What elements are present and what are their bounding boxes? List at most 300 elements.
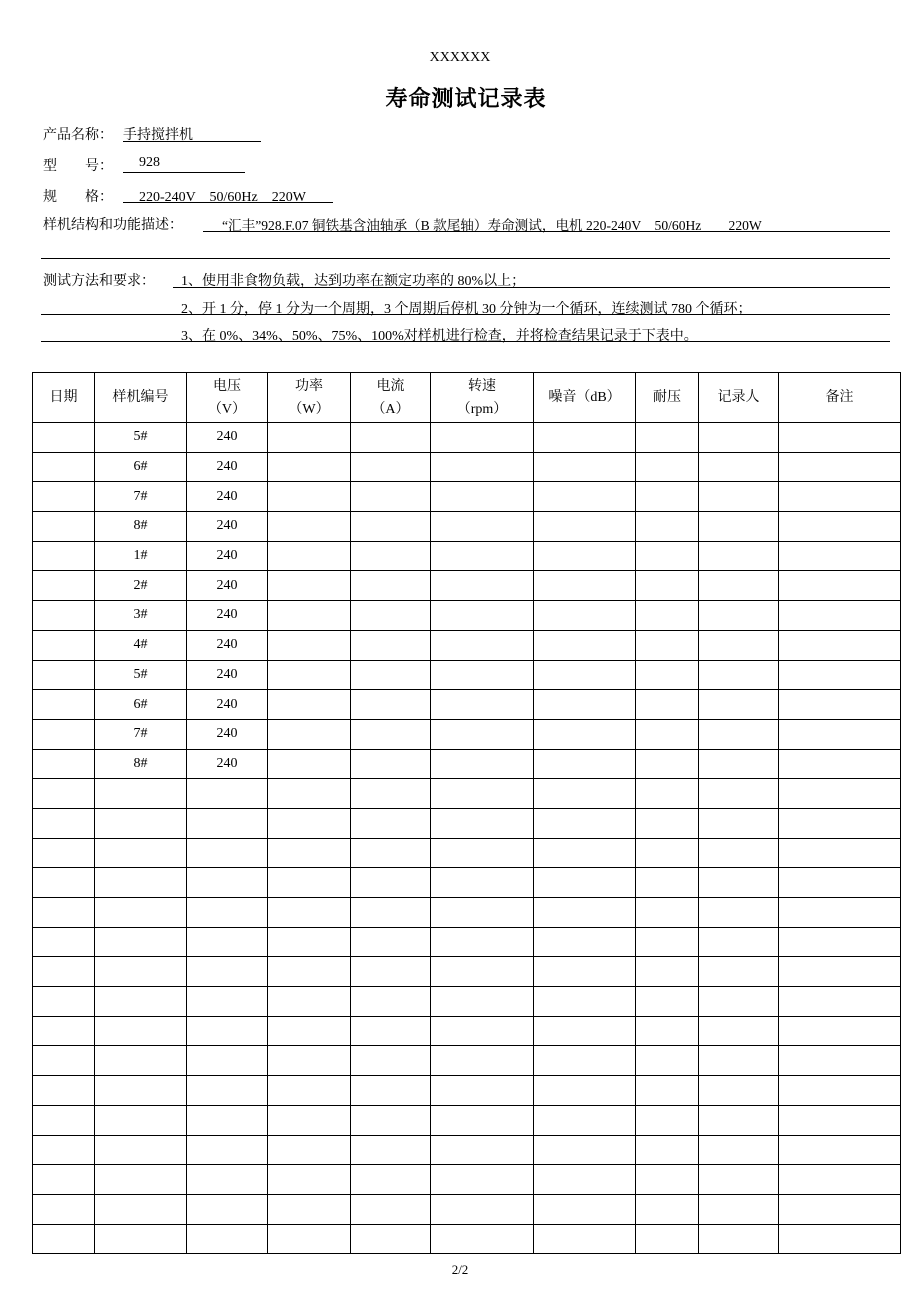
table-cell [636, 452, 699, 482]
table-cell [187, 1165, 268, 1195]
table-cell [779, 868, 901, 898]
table-cell [95, 1076, 187, 1106]
table-cell [33, 927, 95, 957]
cell-voltage: 240 [187, 423, 268, 453]
table-cell [33, 957, 95, 987]
product-name-label: 产品名称： [43, 128, 113, 143]
table-row [33, 452, 901, 482]
table-cell [33, 571, 95, 601]
test-record-table [32, 372, 901, 1254]
product-name-underline [123, 141, 261, 142]
cell-voltage: 240 [187, 512, 268, 542]
table-cell [33, 512, 95, 542]
cell-voltage: 240 [187, 749, 268, 779]
table-cell [431, 630, 534, 660]
table-cell [268, 779, 351, 809]
table-cell [268, 898, 351, 928]
table-cell [268, 1194, 351, 1224]
table-cell [779, 690, 901, 720]
table-row [33, 957, 901, 987]
table-cell [187, 838, 268, 868]
table-row [33, 601, 901, 631]
cell-sample: 5# [95, 423, 187, 453]
header-speed-unit: （rpm） [456, 401, 508, 417]
table-cell [779, 482, 901, 512]
table-cell [431, 541, 534, 571]
table-cell [268, 868, 351, 898]
table-cell [351, 808, 431, 838]
table-cell [351, 541, 431, 571]
table-row [33, 1135, 901, 1165]
table-cell [95, 1105, 187, 1135]
table-cell [268, 749, 351, 779]
table-cell [636, 1224, 699, 1254]
table-cell [431, 660, 534, 690]
table-cell [699, 1076, 779, 1106]
table-cell [699, 482, 779, 512]
cell-voltage: 240 [187, 601, 268, 631]
table-cell [187, 1016, 268, 1046]
table-cell [33, 1105, 95, 1135]
table-cell [699, 660, 779, 690]
table-row [33, 660, 901, 690]
header-sample: 样机编号 [95, 373, 187, 423]
table-cell [95, 1194, 187, 1224]
table-cell [636, 1016, 699, 1046]
table-cell [779, 898, 901, 928]
table-cell [699, 808, 779, 838]
table-row [33, 1194, 901, 1224]
table-cell [351, 601, 431, 631]
table-cell [351, 1224, 431, 1254]
table-cell [351, 927, 431, 957]
company-name: XXXXXX [429, 50, 491, 65]
table-row [33, 1224, 901, 1254]
cell-sample: 8# [95, 749, 187, 779]
header-power-label: 功率 [295, 378, 323, 394]
table-cell [33, 660, 95, 690]
table-row [33, 898, 901, 928]
table-cell [95, 868, 187, 898]
table-row [33, 1105, 901, 1135]
table-cell [268, 423, 351, 453]
table-cell [431, 838, 534, 868]
table-cell [268, 808, 351, 838]
table-cell [95, 838, 187, 868]
table-row [33, 749, 901, 779]
table-cell [95, 1016, 187, 1046]
table-cell [431, 512, 534, 542]
table-cell [187, 957, 268, 987]
table-cell [95, 1046, 187, 1076]
table-cell [431, 571, 534, 601]
table-cell [187, 779, 268, 809]
cell-voltage: 240 [187, 482, 268, 512]
table-cell [431, 1135, 534, 1165]
table-cell [187, 808, 268, 838]
table-cell [534, 987, 636, 1017]
table-cell [779, 452, 901, 482]
table-cell [779, 749, 901, 779]
document-title: 寿命测试记录表 [385, 86, 547, 111]
table-cell [534, 1224, 636, 1254]
table-cell [431, 690, 534, 720]
table-cell [699, 423, 779, 453]
table-cell [699, 630, 779, 660]
table-cell [636, 630, 699, 660]
table-cell [268, 660, 351, 690]
table-cell [33, 838, 95, 868]
table-cell [699, 1224, 779, 1254]
table-cell [779, 1165, 901, 1195]
cell-voltage: 240 [187, 452, 268, 482]
table-cell [351, 779, 431, 809]
table-row [33, 512, 901, 542]
table-cell [268, 452, 351, 482]
model-label: 型 号： [43, 159, 113, 174]
table-cell [699, 1165, 779, 1195]
table-row [33, 571, 901, 601]
method-item-2: 2、开 1 分，停 1 分为一个周期，3 个周期后停机 30 分钟为一个循环，连续测试 780 个循环； [181, 302, 752, 317]
table-cell [95, 987, 187, 1017]
structure-label: 样机结构和功能描述： [43, 218, 183, 233]
table-cell [636, 423, 699, 453]
cell-sample: 2# [95, 571, 187, 601]
table-cell [187, 898, 268, 928]
table-cell [431, 719, 534, 749]
table-cell [534, 1016, 636, 1046]
method-item-1: 1、使用非食物负载，达到功率在额定功率的 80%以上； [181, 274, 526, 289]
table-cell [431, 1224, 534, 1254]
cell-sample: 6# [95, 690, 187, 720]
table-cell [351, 957, 431, 987]
header-current-label: 电流 [376, 378, 405, 394]
cell-sample: 3# [95, 601, 187, 631]
table-cell [534, 1194, 636, 1224]
table-cell [351, 1046, 431, 1076]
table-cell [779, 987, 901, 1017]
table-cell [636, 512, 699, 542]
table-cell [431, 957, 534, 987]
table-cell [268, 987, 351, 1017]
table-cell [699, 898, 779, 928]
table-cell [779, 571, 901, 601]
table-cell [268, 541, 351, 571]
header-recorder: 记录人 [699, 373, 779, 423]
table-cell [351, 512, 431, 542]
table-cell [534, 927, 636, 957]
table-cell [95, 927, 187, 957]
table-cell [534, 719, 636, 749]
table-cell [534, 808, 636, 838]
table-cell [351, 719, 431, 749]
table-cell [534, 779, 636, 809]
table-row [33, 482, 901, 512]
table-cell [351, 423, 431, 453]
table-cell [33, 1194, 95, 1224]
table-header-row [33, 373, 901, 423]
table-cell [431, 1016, 534, 1046]
table-cell [534, 630, 636, 660]
table-cell [779, 1105, 901, 1135]
method-underline-2 [41, 314, 890, 315]
header-noise: 噪音（dB） [534, 373, 636, 423]
table-cell [431, 1194, 534, 1224]
table-cell [431, 452, 534, 482]
table-cell [431, 1165, 534, 1195]
table-cell [636, 1046, 699, 1076]
table-cell [95, 1165, 187, 1195]
table-cell [431, 482, 534, 512]
cell-sample: 1# [95, 541, 187, 571]
structure-blank-line [41, 258, 890, 259]
header-current-unit: （A） [371, 401, 410, 417]
table-cell [431, 779, 534, 809]
table-cell [636, 601, 699, 631]
table-cell [534, 541, 636, 571]
table-row [33, 690, 901, 720]
table-cell [431, 601, 534, 631]
table-cell [636, 868, 699, 898]
table-cell [779, 957, 901, 987]
table-row [33, 719, 901, 749]
table-cell [699, 1135, 779, 1165]
table-cell [699, 927, 779, 957]
header-power [268, 373, 351, 423]
table-cell [636, 987, 699, 1017]
table-cell [779, 719, 901, 749]
table-cell [187, 1105, 268, 1135]
table-cell [351, 987, 431, 1017]
spec-value: 220-240V 50/60Hz 220W [139, 190, 306, 205]
table-cell [699, 749, 779, 779]
header-remarks: 备注 [779, 373, 901, 423]
cell-voltage: 240 [187, 660, 268, 690]
table-cell [268, 482, 351, 512]
table-cell [534, 512, 636, 542]
table-cell [779, 779, 901, 809]
cell-sample: 5# [95, 660, 187, 690]
table-cell [431, 749, 534, 779]
table-cell [187, 868, 268, 898]
table-cell [699, 512, 779, 542]
table-cell [534, 452, 636, 482]
table-cell [636, 719, 699, 749]
table-cell [187, 1076, 268, 1106]
table-cell [268, 957, 351, 987]
table-cell [351, 482, 431, 512]
table-cell [534, 898, 636, 928]
table-cell [534, 601, 636, 631]
table-cell [268, 512, 351, 542]
table-cell [779, 1224, 901, 1254]
table-cell [636, 838, 699, 868]
table-cell [268, 1224, 351, 1254]
table-row [33, 868, 901, 898]
table-cell [636, 1194, 699, 1224]
table-cell [534, 1165, 636, 1195]
table-cell [699, 1046, 779, 1076]
table-cell [636, 660, 699, 690]
table-cell [33, 868, 95, 898]
table-cell [699, 957, 779, 987]
table-cell [636, 1105, 699, 1135]
table-cell [699, 1105, 779, 1135]
table-cell [351, 1076, 431, 1106]
table-cell [187, 1224, 268, 1254]
table-cell [779, 630, 901, 660]
table-cell [779, 1076, 901, 1106]
table-cell [351, 1016, 431, 1046]
table-cell [431, 927, 534, 957]
table-cell [636, 690, 699, 720]
cell-sample: 4# [95, 630, 187, 660]
table-cell [268, 927, 351, 957]
table-cell [95, 779, 187, 809]
table-cell [33, 1224, 95, 1254]
table-cell [779, 808, 901, 838]
method-label: 测试方法和要求： [43, 274, 155, 289]
table-cell [268, 690, 351, 720]
table-cell [351, 1135, 431, 1165]
table-cell [779, 1135, 901, 1165]
header-power-unit: （W） [288, 401, 330, 417]
table-cell [534, 571, 636, 601]
table-cell [431, 1076, 534, 1106]
header-voltage [187, 373, 268, 423]
table-cell [779, 423, 901, 453]
table-cell [33, 808, 95, 838]
table-cell [33, 719, 95, 749]
table-cell [268, 1165, 351, 1195]
table-cell [431, 808, 534, 838]
table-cell [351, 660, 431, 690]
table-cell [95, 898, 187, 928]
table-cell [187, 1046, 268, 1076]
table-cell [699, 838, 779, 868]
table-cell [33, 1076, 95, 1106]
table-cell [351, 571, 431, 601]
table-cell [187, 927, 268, 957]
table-cell [636, 927, 699, 957]
table-cell [431, 1105, 534, 1135]
table-cell [636, 779, 699, 809]
table-cell [33, 898, 95, 928]
table-cell [636, 808, 699, 838]
cell-voltage: 240 [187, 719, 268, 749]
table-cell [636, 571, 699, 601]
method-underline-3 [41, 341, 890, 342]
table-cell [268, 838, 351, 868]
table-row [33, 838, 901, 868]
table-cell [699, 868, 779, 898]
table-row [33, 1076, 901, 1106]
table-cell [636, 957, 699, 987]
table-cell [534, 1135, 636, 1165]
model-value: 928 [139, 155, 160, 170]
table-cell [351, 838, 431, 868]
table-cell [779, 838, 901, 868]
table-row [33, 630, 901, 660]
page-number: 2/2 [451, 1262, 469, 1277]
table-cell [351, 630, 431, 660]
cell-voltage: 240 [187, 571, 268, 601]
header-current [351, 373, 431, 423]
table-cell [351, 1165, 431, 1195]
table-cell [779, 1046, 901, 1076]
table-cell [351, 690, 431, 720]
table-cell [33, 423, 95, 453]
table-cell [351, 868, 431, 898]
table-cell [268, 1105, 351, 1135]
table-cell [268, 601, 351, 631]
table-cell [268, 630, 351, 660]
table-cell [534, 1105, 636, 1135]
table-cell [534, 838, 636, 868]
table-cell [268, 1076, 351, 1106]
cell-voltage: 240 [187, 541, 268, 571]
table-cell [534, 868, 636, 898]
table-cell [431, 987, 534, 1017]
table-cell [33, 541, 95, 571]
spec-label: 规 格： [43, 190, 113, 205]
table-cell [431, 423, 534, 453]
table-cell [534, 749, 636, 779]
spec-underline [123, 202, 333, 203]
table-cell [636, 1135, 699, 1165]
table-cell [699, 452, 779, 482]
table-cell [268, 1016, 351, 1046]
table-cell [699, 541, 779, 571]
table-row [33, 987, 901, 1017]
table-cell [351, 452, 431, 482]
cell-sample: 7# [95, 719, 187, 749]
table-cell [33, 749, 95, 779]
table-cell [268, 1046, 351, 1076]
table-cell [534, 1046, 636, 1076]
table-row [33, 1046, 901, 1076]
method-item-3: 3、在 0%、34%、50%、75%、100%对样机进行检查，并将检查结果记录于下表中。 [181, 329, 698, 344]
table-cell [779, 927, 901, 957]
table-cell [33, 630, 95, 660]
table-cell [699, 1016, 779, 1046]
cell-sample: 8# [95, 512, 187, 542]
table-cell [187, 1194, 268, 1224]
table-cell [351, 1194, 431, 1224]
table-cell [95, 957, 187, 987]
table-cell [268, 719, 351, 749]
table-cell [95, 1135, 187, 1165]
table-cell [779, 660, 901, 690]
table-cell [187, 1135, 268, 1165]
table-cell [268, 1135, 351, 1165]
cell-sample: 7# [95, 482, 187, 512]
cell-voltage: 240 [187, 690, 268, 720]
table-cell [351, 1105, 431, 1135]
table-cell [33, 779, 95, 809]
table-cell [534, 690, 636, 720]
structure-underline [203, 231, 890, 232]
table-cell [636, 482, 699, 512]
table-cell [699, 987, 779, 1017]
table-cell [534, 482, 636, 512]
table-cell [779, 601, 901, 631]
table-row [33, 423, 901, 453]
method-underline-1 [173, 287, 890, 288]
table-cell [187, 987, 268, 1017]
table-cell [779, 1016, 901, 1046]
table-cell [33, 1016, 95, 1046]
